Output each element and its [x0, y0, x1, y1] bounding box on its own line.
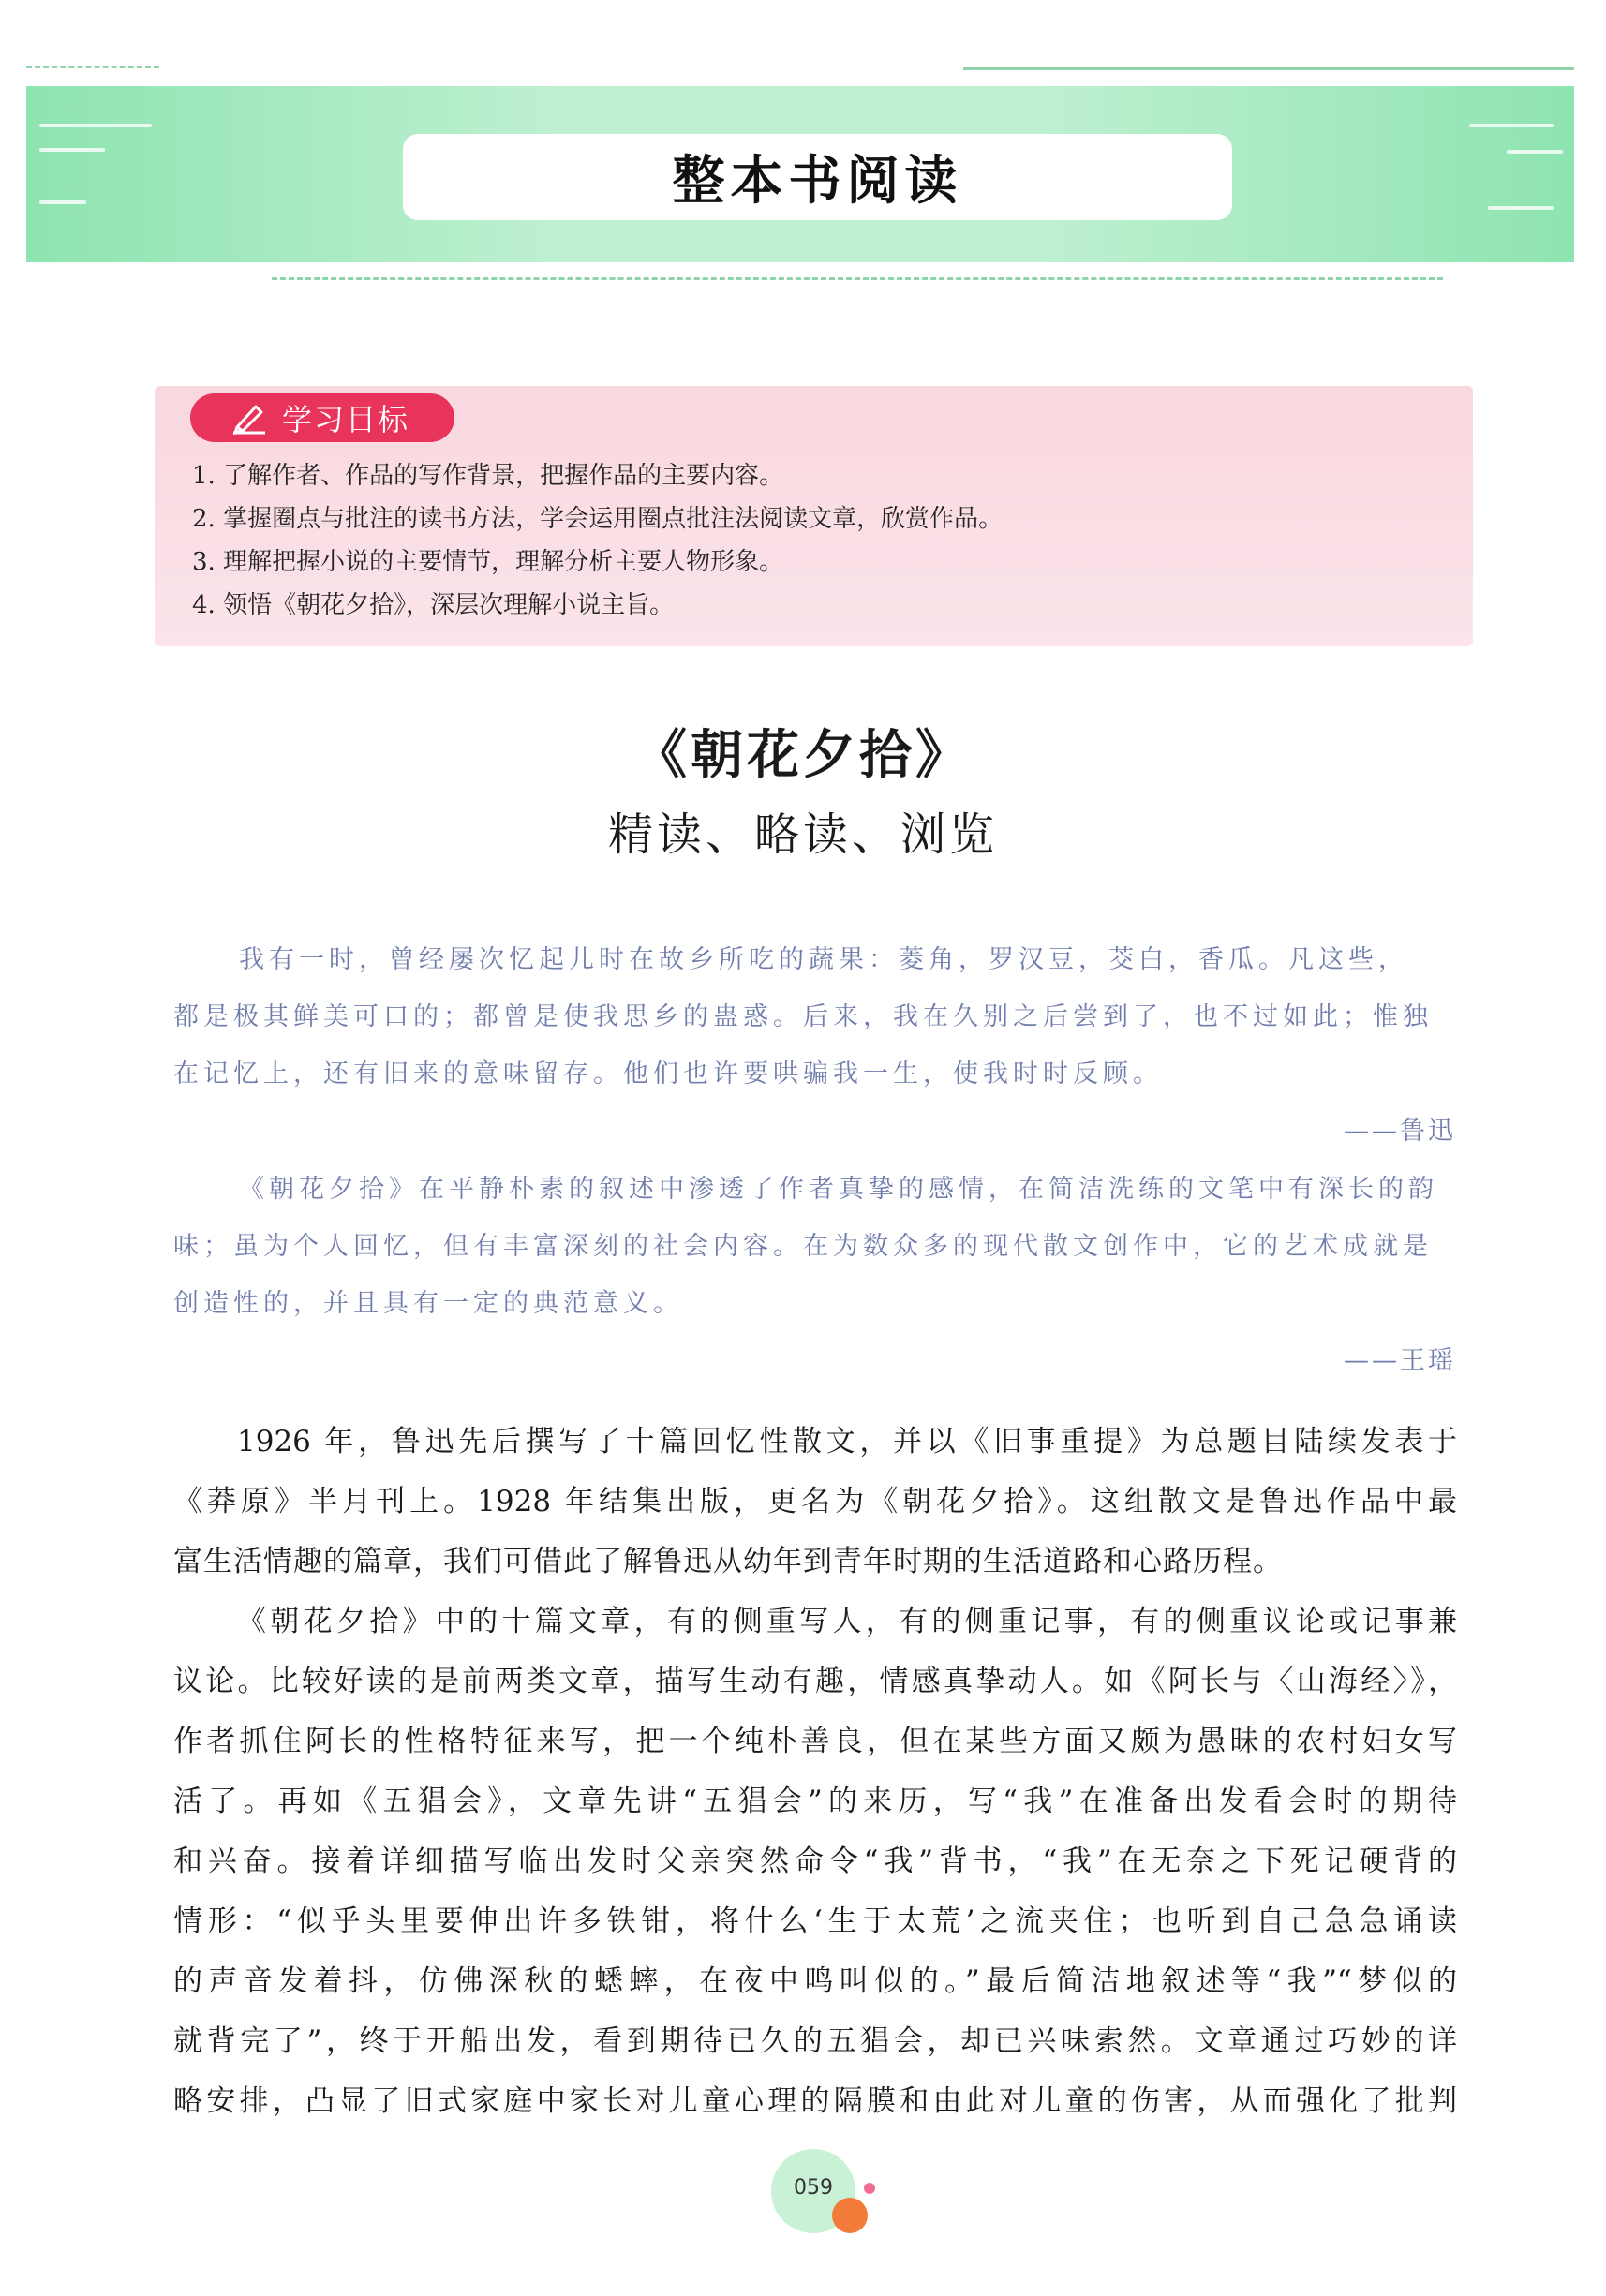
body-line: 的声音发着抖，仿佛深秋的蟋蟀，在夜中鸣叫似的。”最后简洁地叙述等“我”“梦似的: [173, 1964, 1457, 1998]
decorative-dot-pink: [864, 2183, 875, 2194]
quote-line: 《朝花夕拾》在平静朴素的叙述中渗透了作者真挚的感情，在简洁洗练的文笔中有深长的韵: [239, 1175, 1438, 1204]
page-number: 059: [794, 2175, 833, 2200]
goal-item: 3. 理解把握小说的主要情节，理解分析主要人物形象。: [192, 548, 784, 576]
band-stripe: [39, 124, 152, 127]
quote-author: ——鲁迅: [1344, 1117, 1456, 1146]
quote-line: 都是极其鲜美可口的；都曾是使我思乡的蛊惑。后来，我在久别之后尝到了，也不过如此；惟独: [173, 1002, 1433, 1031]
quote-line: 我有一时，曾经屡次忆起儿时在故乡所吃的蔬果：菱角，罗汉豆，茭白，香瓜。凡这些，: [239, 945, 1408, 974]
quote-line: 味；虽为个人回忆，但有丰富深刻的社会内容。在为数众多的现代散文创作中，它的艺术成就是: [173, 1232, 1433, 1261]
band-stripe: [1488, 206, 1554, 210]
quote-line: 创造性的，并且具有一定的典范意义。: [173, 1289, 683, 1318]
band-stripe: [1507, 150, 1563, 154]
title-box: [403, 134, 1232, 220]
band-stripe: [39, 200, 86, 204]
header-bottom-dash-line: [272, 277, 1443, 280]
body-line: 富生活情趣的篇章，我们可借此了解鲁迅从幼年到青年时期的生活道路和心路历程。: [173, 1545, 1283, 1578]
top-right-solid-line: [963, 67, 1574, 70]
body-line: 作者抓住阿长的性格特征来写，把一个纯朴善良，但在某些方面又颇为愚昧的农村妇女写: [173, 1725, 1457, 1758]
decorative-dot-orange: [832, 2198, 868, 2233]
band-stripe: [39, 148, 105, 152]
goal-item: 2. 掌握圈点与批注的读书方法，学会运用圈点批注法阅读文章，欣赏作品。: [192, 505, 1004, 533]
body-line: 1926 年，鲁迅先后撰写了十篇回忆性散文，并以《旧事重提》为总题目陆续发表于: [237, 1425, 1457, 1459]
body-line: 议论。比较好读的是前两类文章，描写生动有趣，情感真挚动人。如《阿长与〈山海经〉》，: [173, 1665, 1457, 1698]
body-line: 就背完了”，终于开船出发，看到期待已久的五猖会，却已兴味索然。文章通过巧妙的详: [173, 2024, 1457, 2058]
body-line: 活了。再如《五猖会》，文章先讲“五猖会”的来历，写“我”在准备出发看会时的期待: [173, 1785, 1457, 1818]
goal-item: 1. 了解作者、作品的写作背景，把握作品的主要内容。: [192, 462, 784, 490]
body-line: 《朝花夕拾》中的十篇文章，有的侧重写人，有的侧重记事，有的侧重议论或记事兼: [237, 1605, 1457, 1638]
quote-line: 在记忆上，还有旧来的意味留存。他们也许要哄骗我一生，使我时时反顾。: [173, 1059, 1163, 1089]
body-line: 《莽原》半月刊上。1928 年结集出版，更名为《朝花夕拾》。这组散文是鲁迅作品中最: [173, 1485, 1457, 1518]
pencil-icon: [231, 401, 269, 435]
goals-pill: [190, 393, 454, 442]
band-stripe: [1469, 124, 1554, 127]
goal-item: 4. 领悟《朝花夕拾》，深层次理解小说主旨。: [192, 591, 675, 619]
quote-author: ——王瑶: [1344, 1346, 1456, 1375]
body-line: 情形：“似乎头里要伸出许多铁钳，将什么‘生于太荒’之流夹住；也听到自己急急诵读: [173, 1904, 1457, 1938]
top-left-dash-line: [26, 66, 159, 68]
body-line: 略安排，凸显了旧式家庭中家长对儿童心理的隔膜和由此对儿童的伤害，从而强化了批判: [173, 2084, 1457, 2118]
book-subtitle: 精读、略读、浏览: [607, 808, 998, 861]
book-title: 《朝花夕拾》: [634, 724, 972, 786]
page-title: 整本书阅读: [672, 150, 963, 212]
body-line: 和兴奋。接着详细描写临出发时父亲突然命令“我”背书，“我”在无奈之下死记硬背的: [173, 1844, 1457, 1878]
goals-label: 学习目标: [282, 402, 410, 437]
